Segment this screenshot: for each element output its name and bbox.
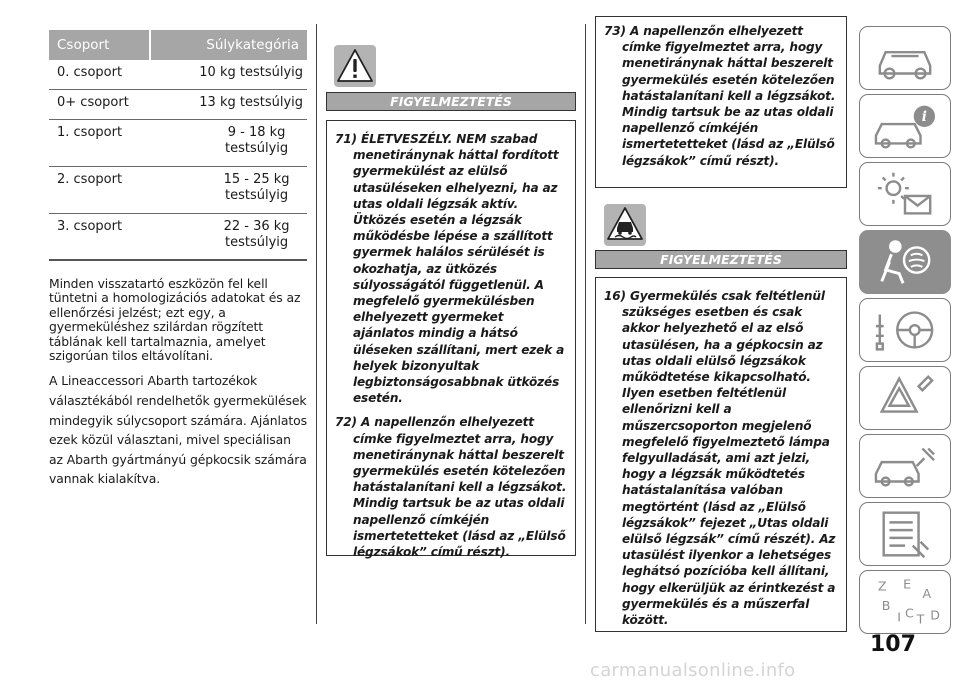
svg-text:T: T xyxy=(916,611,925,627)
homologation-paragraph: Minden visszatartó eszközön fel kell tüntetni a homologizációs adatokat és az ellenőrzési jelzést; ezt egy, a gyermeküléshez szilárdan rögzített táblának kell tartalmaznia, amelyet szigorúan tilos eltávolítani. xyxy=(49,276,301,364)
technical-data-icon[interactable] xyxy=(859,502,951,566)
warning-item: 16) Gyermekülés csak feltétlenül szükséges esetben és csak akkor helyezhető el az első utasülésen, ha a gépkocsin az utas oldali elülső légzsákok működtetése kikapcsolható. Ilyen esetben feltétlenül ellenőrizni kell a műszercsoporton megjelenő megfelelő figyelmeztető lámpa felgyulladását, ami azt jelzi, hogy a légzsák működtetés hatástalanítása valóban megtörtént (lásd az „Elülső légzsákok” fejezet „Utas oldali elülső légzsák” című részét). Az utasülést ilyenkor a lehetséges leghátsó pozícióba kell állítani, hogy elkerüljük az érintkezést a gyermekülés és a műszerfal között. xyxy=(604,289,836,628)
table-row xyxy=(49,60,307,89)
svg-text:B: B xyxy=(881,597,891,613)
page-number: 107 xyxy=(870,632,916,657)
table-row xyxy=(49,213,307,260)
group-cell: 1. csoport xyxy=(49,119,150,166)
column-divider xyxy=(585,24,586,624)
index-letters-icon[interactable] xyxy=(859,570,951,634)
column-divider xyxy=(316,24,317,624)
svg-text:E: E xyxy=(903,576,912,592)
maintenance-car-icon[interactable] xyxy=(859,434,951,498)
table-row xyxy=(49,166,307,213)
svg-text:I: I xyxy=(897,609,901,625)
weight-cell xyxy=(150,166,307,213)
safety-airbag-icon[interactable] xyxy=(859,230,951,294)
weight-cell xyxy=(150,119,307,166)
group-cell: 2. csoport xyxy=(49,166,150,213)
weight-range: 9 - 18 kg xyxy=(227,124,286,140)
weight-cell xyxy=(150,213,307,260)
weight-cell: 13 kg testsúlyig xyxy=(150,89,307,119)
svg-text:i: i xyxy=(921,109,927,126)
table-row xyxy=(49,89,307,119)
car-info-icon[interactable] xyxy=(859,94,951,158)
warning-lights-message-icon[interactable] xyxy=(859,162,951,226)
warning-item: 72) A napellenzőn elhelyezett címke figyelmeztet arra, hogy menetiránynak háttal beszerelt gyermekülés esetén kötelezően hatástalanítani kell a légzsákot. Mindig tartsuk be az utas oldali napellenző címkéjén ismertetetteket (lásd az „Elülső légzsákok” című részt). xyxy=(335,415,567,560)
svg-text:Z: Z xyxy=(877,578,887,594)
group-cell: 0. csoport xyxy=(49,60,150,89)
lineaccessori-paragraph: A Lineaccessori Abarth tartozékok választékából rendelhetők gyermekülések mindegyik súlycsoport számára. Ajánlatos ezek közül választani, mivel speciálisan az Abarth gyártmányú gépkocsik számára vannak kialakítva. xyxy=(49,373,307,487)
svg-text:C: C xyxy=(905,605,914,621)
exclamation-triangle-icon xyxy=(333,44,377,88)
warning-box-continued xyxy=(595,16,847,188)
watermark: carmanualsonline.info xyxy=(590,660,796,681)
group-cell: 3. csoport xyxy=(49,213,150,260)
weight-unit: testsúlyig xyxy=(225,234,289,250)
child-seat-weight-table xyxy=(49,30,307,261)
table-row xyxy=(49,119,307,166)
warning-text xyxy=(604,288,838,628)
car-skid-icon xyxy=(603,203,647,247)
warning-box xyxy=(326,120,576,560)
warning-title-bar: FIGYELMEZTETÉS xyxy=(326,92,576,111)
weight-range: 15 - 25 kg xyxy=(223,171,290,187)
warning-item: 71) ÉLETVESZÉLY. NEM szabad menetiránynak háttal fordított gyermekülést az elülső utasüléseken elhelyezni, ha az utas oldali légzsák aktív. Ütközés esetén a légzsák működésbe lépése a szállított gyermek halálos sérülését is okozhatja, az ütközés súlyosságától függetlenül. A megfelelő gyermekülésben elhelyezett gyermeket ajánlatos mindig a hátsó üléseken szállítani, mert ezek a helyek bizonyultak legbiztonságosabbnak ütközés esetén. xyxy=(335,132,565,406)
warning-title-bar: FIGYELMEZTETÉS xyxy=(595,250,847,269)
car-dashboard-icon[interactable] xyxy=(859,26,951,90)
column-header-weight: Súlykategória xyxy=(150,30,307,60)
column-header-group: Csoport xyxy=(49,30,150,60)
group-cell: 0+ csoport xyxy=(49,89,150,119)
weight-unit: testsúlyig xyxy=(225,187,289,203)
left-column xyxy=(49,30,307,489)
warning-text xyxy=(335,131,567,560)
emergency-triangle-icon[interactable] xyxy=(859,366,951,430)
weight-range: 22 - 36 kg xyxy=(223,218,290,234)
warning-text xyxy=(604,23,838,169)
svg-text:D: D xyxy=(930,607,940,623)
warning-box xyxy=(595,277,847,632)
weight-cell: 10 kg testsúlyig xyxy=(150,60,307,89)
warning-item: 73) A napellenzőn elhelyezett címke figyelmeztet arra, hogy menetiránynak háttal beszerelt gyermekülés esetén kötelezően hatástalanítani kell a légzsákot. Mindig tartsuk be az utas oldali napellenző címkéjén ismertetetteket (lásd az „Elülső légzsákok” című részt). xyxy=(604,24,836,168)
starting-driving-icon[interactable] xyxy=(859,298,951,362)
table-header-row xyxy=(49,30,307,60)
svg-text:A: A xyxy=(922,586,932,602)
weight-unit: testsúlyig xyxy=(225,140,289,156)
